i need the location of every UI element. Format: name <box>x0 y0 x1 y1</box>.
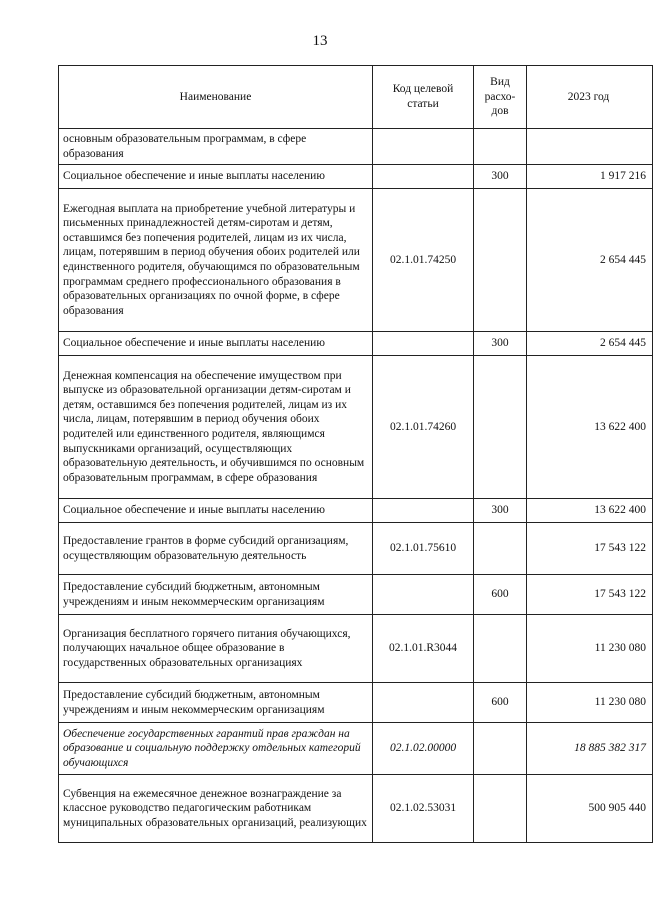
header-year: 2023 год <box>527 66 653 129</box>
row-name: Предоставление грантов в форме субсидий организациям, осуществляющим образовательную деятельность <box>59 523 373 575</box>
row-name: Субвенция на ежемесячное денежное вознаграждение за классное руководство педагогическим работникам муниципальных образовательных организаций, реализующих <box>59 775 373 843</box>
row-name: Организация бесплатного горячего питания обучающихся, получающих начальное общее образование в государственных образовательных организациях <box>59 615 373 683</box>
row-amount: 2 654 445 <box>527 332 653 356</box>
row-code <box>373 683 474 723</box>
row-code: 02.1.01.74260 <box>373 356 474 499</box>
row-code: 02.1.01.75610 <box>373 523 474 575</box>
row-amount: 13 622 400 <box>527 356 653 499</box>
header-type: Вид расхо-дов <box>474 66 527 129</box>
row-type <box>474 723 527 775</box>
row-code: 02.1.01.74250 <box>373 189 474 332</box>
page-number: 13 <box>312 33 328 49</box>
row-amount: 11 230 080 <box>527 683 653 723</box>
row-amount: 17 543 122 <box>527 575 653 615</box>
row-type <box>474 189 527 332</box>
budget-table <box>58 65 653 843</box>
table-row <box>59 615 653 683</box>
row-amount: 500 905 440 <box>527 775 653 843</box>
table-header-row <box>59 66 653 129</box>
row-code: 02.1.01.R3044 <box>373 615 474 683</box>
row-name: Социальное обеспечение и иные выплаты населению <box>59 332 373 356</box>
row-name: Денежная компенсация на обеспечение имуществом при выпуске из образовательной организации детям-сиротам и детям, оставшимся без попечения родителей, лицам из их числа, лицам, потерявшим в период обучения обоих родителей или единственного родителя, являющимся выпускниками организаций, осуществляющих образовательную деятельность, и обучившимся по основным образовательным программам, в сфере образования <box>59 356 373 499</box>
row-amount: 2 654 445 <box>527 189 653 332</box>
row-type: 300 <box>474 332 527 356</box>
table-row <box>59 189 653 332</box>
row-name: Предоставление субсидий бюджетным, автономным учреждениям и иным некоммерческим организациям <box>59 575 373 615</box>
row-code <box>373 575 474 615</box>
row-code: 02.1.02.53031 <box>373 775 474 843</box>
table-row <box>59 523 653 575</box>
row-type <box>474 775 527 843</box>
row-name: Ежегодная выплата на приобретение учебной литературы и письменных принадлежностей детям-сиротам и детям, оставшимся без попечения родителей, лицам из их числа, лицам, потерявшим в период обучения обоих родителей или единственного родителя, обучающимся по образовательным программам среднего профессионального образования в образовательных организациях по очной форме, в сфере образования <box>59 189 373 332</box>
row-type <box>474 615 527 683</box>
row-type <box>474 356 527 499</box>
row-type <box>474 129 527 165</box>
table-row <box>59 356 653 499</box>
row-code <box>373 129 474 165</box>
row-name: Обеспечение государственных гарантий прав граждан на образование и социальную поддержку отдельных категорий обучающихся <box>59 723 373 775</box>
row-name: Предоставление субсидий бюджетным, автономным учреждениям и иным некоммерческим организациям <box>59 683 373 723</box>
row-type: 300 <box>474 499 527 523</box>
row-amount: 17 543 122 <box>527 523 653 575</box>
header-code: Код целевой статьи <box>373 66 474 129</box>
header-name: Наименование <box>59 66 373 129</box>
table-row <box>59 575 653 615</box>
table-row <box>59 723 653 775</box>
row-type: 300 <box>474 165 527 189</box>
row-amount: 18 885 382 317 <box>527 723 653 775</box>
table-row <box>59 775 653 843</box>
row-name: Социальное обеспечение и иные выплаты населению <box>59 499 373 523</box>
row-code <box>373 499 474 523</box>
table-row <box>59 165 653 189</box>
row-code <box>373 332 474 356</box>
row-amount: 1 917 216 <box>527 165 653 189</box>
table-row <box>59 499 653 523</box>
row-name: основным образовательным программам, в сфере образования <box>59 129 373 165</box>
row-type <box>474 523 527 575</box>
row-code <box>373 165 474 189</box>
row-type: 600 <box>474 683 527 723</box>
row-amount: 13 622 400 <box>527 499 653 523</box>
row-name: Социальное обеспечение и иные выплаты населению <box>59 165 373 189</box>
table-row <box>59 129 653 165</box>
row-code: 02.1.02.00000 <box>373 723 474 775</box>
table-row <box>59 683 653 723</box>
row-amount: 11 230 080 <box>527 615 653 683</box>
row-amount <box>527 129 653 165</box>
table-row <box>59 332 653 356</box>
row-type: 600 <box>474 575 527 615</box>
